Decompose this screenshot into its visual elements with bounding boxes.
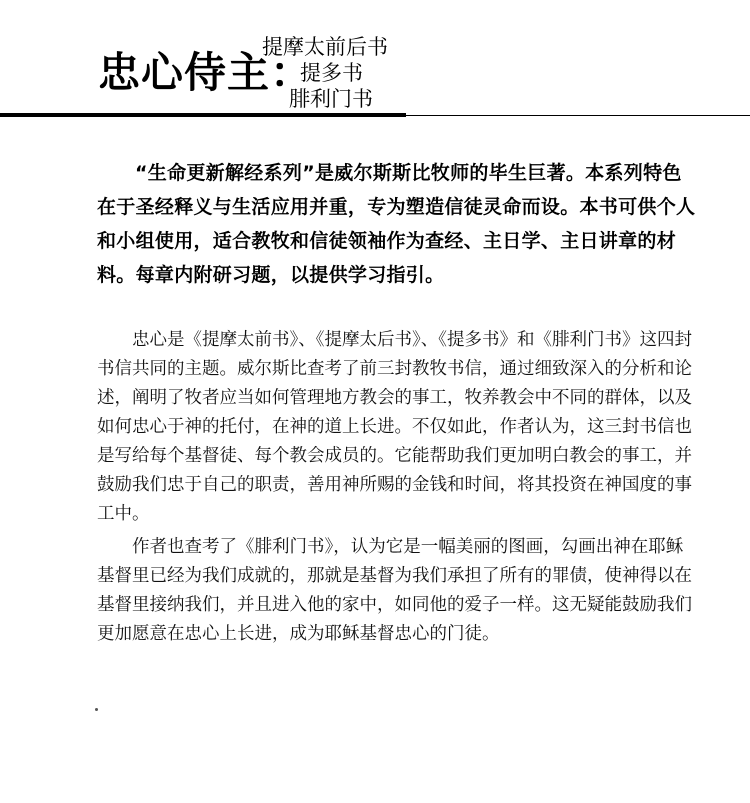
subtitle-1: 提摩太前后书 (262, 35, 388, 59)
main-title: 忠心侍主： (98, 48, 314, 97)
header-rule-thin (406, 115, 750, 116)
series-intro (97, 156, 697, 292)
scan-speck (95, 708, 98, 711)
header-rule (0, 113, 406, 117)
description-paragraph-2: 作者也查考了《腓利门书》，认为它是一幅美丽的图画，勾画出神在耶稣基督里已经为我们成就的，那就是基督为我们承担了所有的罪债，使神得以在基督里接纳我们，并且进入他的家中，如同他的爱子一样。这无疑能鼓励我们更加愿意在忠心上长进，成为耶稣基督忠心的门徒。 (97, 537, 692, 644)
description-paragraph-1: 忠心是《提摩太前书》、《提摩太后书》、《提多书》和《腓利门书》这四封书信共同的主题。威尔斯比查考了前三封教牧书信，通过细致深入的分析和论述，阐明了牧者应当如何管理地方教会的事工，牧养教会中不同的群体，以及如何忠心于神的托付，在神的道上长进。不仅如此，作者认为，这三封书信也是写给每个基督徒、每个教会成员的。它能帮助我们更加明白教会的事工，并鼓励我们忠于自己的职责，善用神所赐的金钱和时间，将其投资在神国度的事工中。 (97, 330, 692, 524)
subtitle-3: 腓利门书 (289, 87, 373, 111)
book-description (97, 326, 697, 653)
series-intro-text: “生命更新解经系列”是威尔斯斯比牧师的毕生巨著。本系列特色在于圣经释义与生活应用并重，专为塑造信徒灵命而设。本书可供个人和小组使用，适合教牧和信徒领袖作为查经、主日学、主日讲章的材料。每章内附研习题，以提供学习指引。 (97, 162, 696, 286)
subtitle-2: 提多书 (300, 61, 363, 85)
subtitle-list (262, 34, 412, 112)
